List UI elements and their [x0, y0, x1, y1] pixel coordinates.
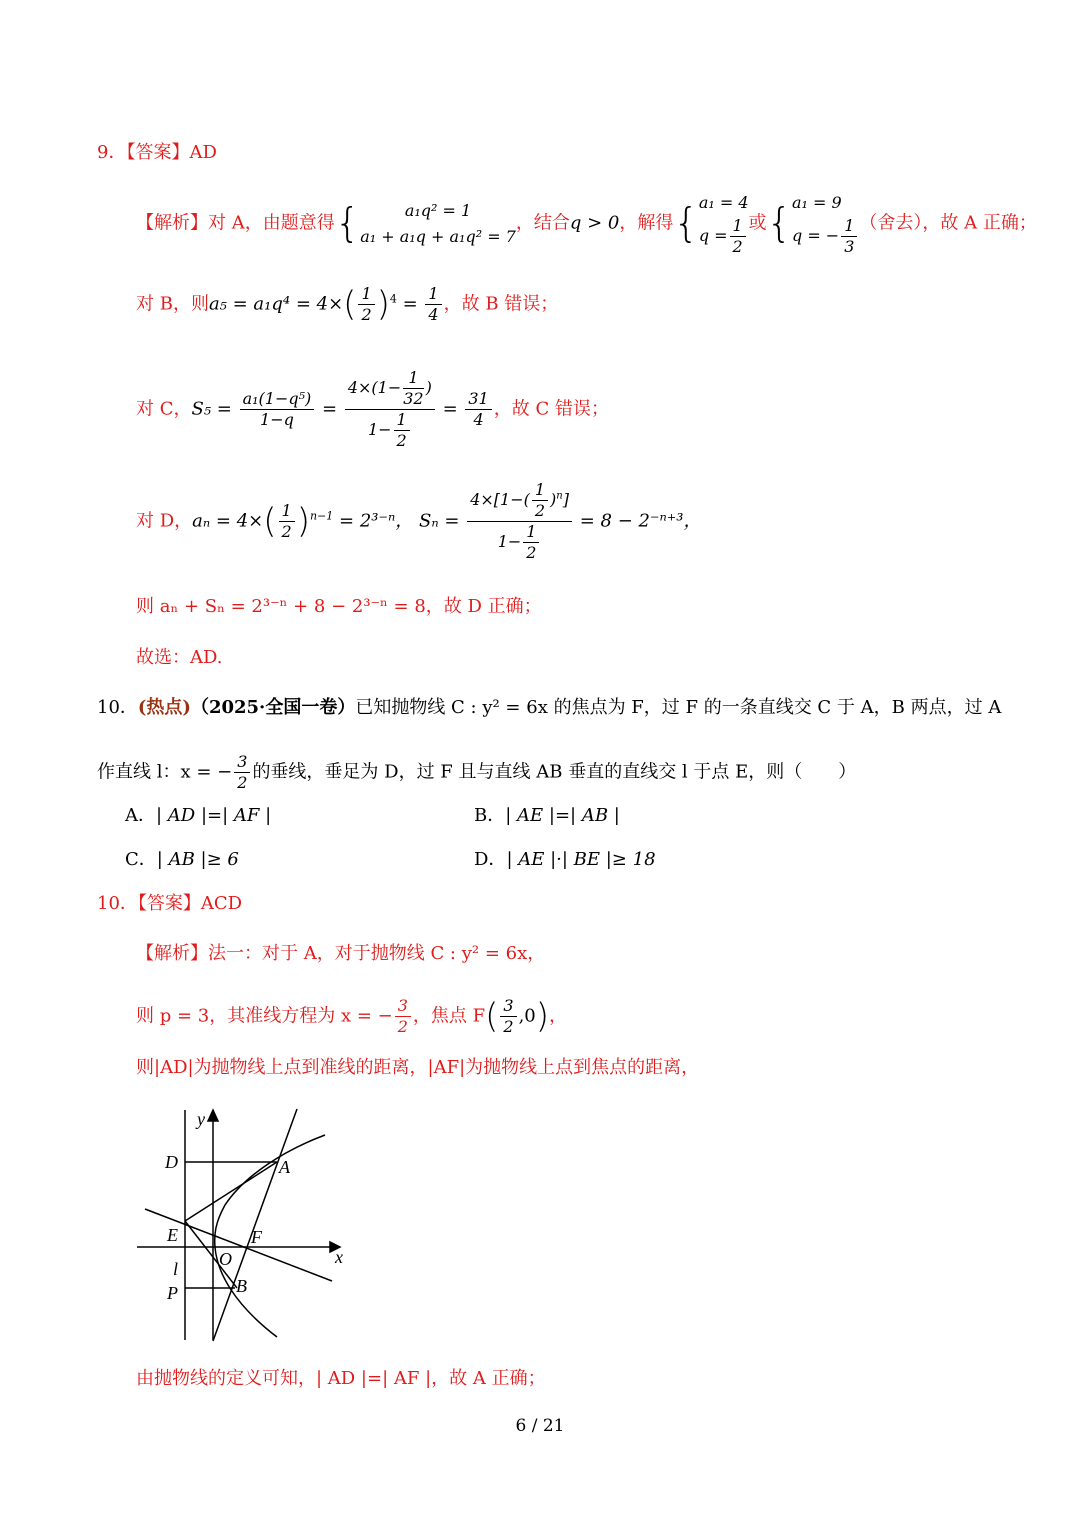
- label-a: A: [279, 1157, 290, 1177]
- q9-eq2: a₁ + a₁q + a₁q² = 7: [360, 226, 516, 246]
- frac-den: 2: [361, 305, 372, 324]
- label-b: B: [236, 1276, 247, 1296]
- q10-analysis-line1: 【解析】法一：对于 A，对于抛物线 C : y² = 6x，: [136, 943, 546, 964]
- q9-or: 或: [748, 212, 767, 234]
- frac-num: 1: [403, 368, 423, 389]
- frac-den: 2: [534, 501, 546, 520]
- q9-discard: （舍去），故 A 正确；: [859, 212, 1037, 234]
- q10-stem-line1: [97, 696, 1001, 720]
- frac-num: 31: [465, 389, 491, 410]
- q9-sn-result: = 8 − 2⁻ⁿ⁺³，: [579, 510, 702, 532]
- q9-line-a-mid: ，结合: [515, 212, 570, 234]
- y-axis-arrow: [208, 1110, 218, 1121]
- q9-line-a-intro: 对 A，由题意得: [208, 212, 335, 234]
- q10-number: 10．: [97, 697, 138, 718]
- q9-an: aₙ = 4×: [192, 510, 264, 532]
- label-d: D: [165, 1152, 178, 1172]
- option-text: | AB |≥ 6: [156, 849, 239, 870]
- frac-den: 2: [503, 1017, 514, 1036]
- label-x: x: [335, 1247, 343, 1267]
- page-number: 6 / 21: [515, 1416, 565, 1436]
- label-o: O: [219, 1249, 232, 1269]
- parabola-figure: [135, 1105, 360, 1345]
- q9-line-b-expr: a₅ = a₁q⁴ = 4×: [208, 293, 344, 315]
- frac-den: 4: [428, 305, 439, 324]
- frac-den: 2: [397, 1017, 408, 1036]
- frac-num: 3: [500, 996, 516, 1017]
- q10-focus-y: ,0: [518, 1005, 536, 1027]
- option-text: | AE |·| BE |≥ 18: [506, 849, 656, 870]
- parabola-curve: [215, 1135, 325, 1337]
- option-b[interactable]: [474, 804, 620, 828]
- q9-eq1: a₁q² = 1: [404, 200, 472, 220]
- label-p: P: [167, 1283, 178, 1303]
- q10-conclusion: 由抛物线的定义可知，| AD |=| AF |，故 A 正确；: [136, 1368, 546, 1389]
- q9-answer-heading: 9．【答案】AD: [97, 142, 217, 163]
- q9-sol1-q: q =: [698, 226, 728, 245]
- q10-stem-2a: 作直线 l：x = −: [97, 761, 233, 783]
- frac-num: 1: [394, 410, 410, 431]
- option-text: | AE |=| AB |: [505, 805, 620, 826]
- q9-line-a: 【解析】对 A，由题意得{ a₁q² = 1 a₁ + a₁q + a₁q² = 7 ，结合q > 0，解得{ a₁ = 4 q = $\frac{1}{2}$ 或{ a₁ = 9 q = − $\frac{1}{3}$ （舍去），故 A 正确；: [136, 190, 1037, 250]
- q9-s5: S₅ =: [191, 398, 232, 420]
- frac-den: 32: [403, 389, 424, 408]
- analysis-label: 【解析】: [136, 212, 208, 234]
- segment-ea: [185, 1162, 277, 1221]
- q9-line-b-intro: 对 B，则: [136, 293, 209, 315]
- q9-line-c-intro: 对 C，: [136, 398, 192, 420]
- q9-sn: Sₙ =: [419, 510, 460, 532]
- q9-line-d: 对 D，aₙ = 4×( $\frac{1}{2}$ )$^{n-1}$ = 2³⁻ⁿ， Sₙ = 4×[1−( $\frac{1}{2}$ )$^n$] 1− $\frac{1}{2}$ = 8 − 2⁻ⁿ⁺³，: [136, 480, 702, 562]
- label-y: y: [197, 1109, 205, 1129]
- frac-num: 3: [395, 996, 411, 1017]
- frac-num: 1: [358, 284, 374, 305]
- frac-den: 2: [526, 543, 537, 562]
- q10-source: （2025·全国一卷）: [190, 697, 356, 718]
- option-c[interactable]: [125, 848, 239, 872]
- q9-line-e: 则 aₙ + Sₙ = 2³⁻ⁿ + 8 − 2³⁻ⁿ = 8，故 D 正确；: [136, 596, 542, 617]
- q9-sol2-q: q = −: [791, 226, 840, 245]
- frac-den: 2: [237, 773, 248, 792]
- q9-cond: q > 0: [569, 212, 620, 234]
- q10-analysis-line2: 则 p = 3，其准线方程为 x = − $\frac{3}{2}$ ，焦点 F( $\frac{3}{2}$ ,0)，: [136, 996, 568, 1037]
- line-ab: [213, 1109, 297, 1341]
- q9-sol2-a: a₁ = 9: [791, 193, 842, 212]
- q9-line-b: 对 B，则a₅ = a₁q⁴ = 4×( $\frac{1}{2}$ )$^4$ = $\frac{1}{4}$ ，故 B 错误；: [136, 284, 559, 325]
- frac-num: 1: [730, 216, 746, 237]
- frac-num: 1: [425, 284, 441, 305]
- option-d[interactable]: [474, 848, 656, 872]
- q10-stem-line2: [97, 752, 856, 793]
- frac-den: 2: [281, 522, 292, 541]
- q9-line-b-tail: ，故 B 错误；: [443, 293, 559, 315]
- frac-num: 1: [841, 216, 857, 237]
- option-label: C．: [125, 849, 157, 870]
- q9-sol1-a: a₁ = 4: [698, 193, 749, 212]
- q10-directrix: 则 p = 3，其准线方程为 x = −: [136, 1005, 393, 1027]
- label-l: l: [173, 1259, 179, 1279]
- frac-den: 2: [396, 431, 407, 450]
- q10-hot-tag: (热点): [137, 697, 191, 718]
- frac-den: 3: [844, 237, 855, 256]
- frac-num: 1: [532, 480, 548, 501]
- option-label: A．: [125, 805, 156, 826]
- q9-line-d-intro: 对 D，: [136, 510, 193, 532]
- frac-den: 4: [473, 410, 484, 429]
- q9-select: 故选：AD.: [136, 647, 223, 668]
- option-label: D．: [474, 849, 507, 870]
- q9-an-pow: = 2³⁻ⁿ，: [339, 510, 414, 532]
- frac-num: 1: [523, 522, 539, 543]
- frac-num: 1: [279, 501, 295, 522]
- label-f: F: [251, 1227, 262, 1247]
- q10-stem-text: 已知抛物线 C : y² = 6x 的焦点为 F，过 F 的一条直线交 C 于 A，B 两点，过 A: [355, 697, 1002, 718]
- q9-solve-label: ，解得: [619, 212, 674, 234]
- q10-focus-label: ，焦点 F: [412, 1005, 486, 1027]
- option-a[interactable]: [125, 804, 271, 828]
- frac-num: 3: [234, 752, 250, 773]
- q9-line-c-tail: ，故 C 错误；: [493, 398, 609, 420]
- option-text: | AD |=| AF |: [156, 805, 272, 826]
- q10-answer-heading: 10．【答案】ACD: [97, 893, 243, 914]
- option-label: B．: [474, 805, 506, 826]
- label-e: E: [167, 1225, 178, 1245]
- frac-den: 2: [732, 237, 743, 256]
- q10-analysis-line3: 则|AD|为抛物线上点到准线的距离，|AF|为抛物线上点到焦点的距离，: [136, 1057, 700, 1078]
- q9-line-c: 对 C，S₅ = $\frac{\text{a₁(1−q⁵)}}{1-q}$ = 4×(1− $\frac{1}{32}$ ) 1− $\frac{1}{2}$ = $\frac{31}{4}$ ，故 C 错误；: [136, 368, 609, 450]
- q10-stem-2b: 的垂线，垂足为 D，过 F 且与直线 AB 垂直的直线交 l 于点 E，则（ ）: [252, 761, 857, 783]
